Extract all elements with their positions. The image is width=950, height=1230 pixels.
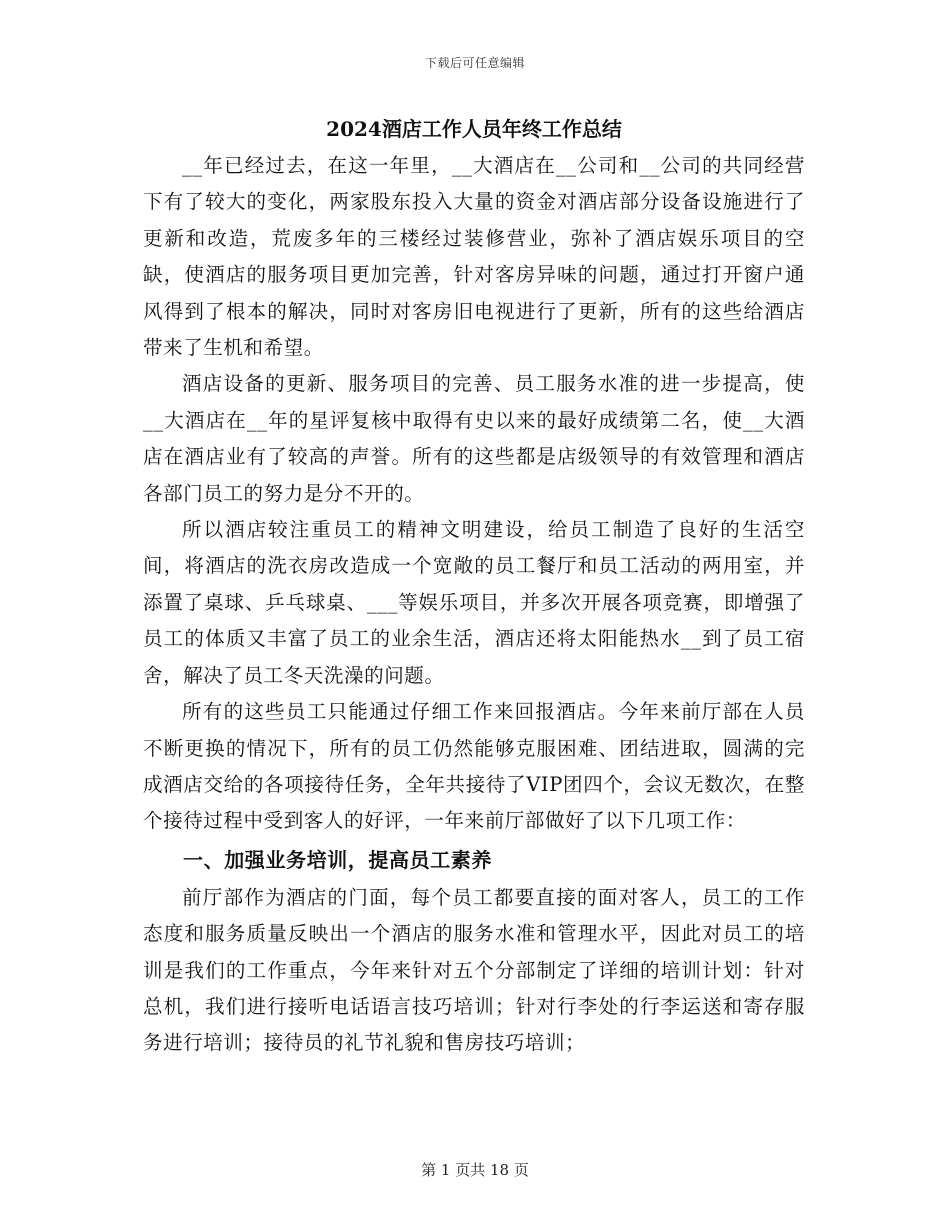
page-indicator: 第 1 页共 18 页 [421, 1161, 529, 1179]
paragraph-1: __年已经过去，在这一年里，__大酒店在__公司和__公司的共同经营下有了较大的变化，两家股东投入大量的资金对酒店部分设备设施进行了更新和改造，荒废多年的三楼经过装修营业，弥补了酒店娱乐项目的空缺，使酒店的服务项目更加完善，针对客房异味的问题，通过打开窗户通风得到了根本的解决，同时对客房旧电视进行了更新，所有的这些给酒店带来了生机和希望。 [143, 154, 805, 360]
header-note: 下载后可任意编辑 [424, 56, 525, 70]
document-body [143, 114, 805, 1062]
paragraph-2: 酒店设备的更新、服务项目的完善、员工服务水准的进一步提高，使__大酒店在__年的星评复核中取得有史以来的最好成绩第二名，使__大酒店在酒店业有了较高的声誉。所有的这些都是店级领导的有效管理和酒店各部门员工的努力是分不开的。 [143, 372, 805, 505]
document-title: 2024酒店工作人员年终工作总结 [326, 117, 622, 141]
section-heading: 一、加强业务培训，提高员工素养 [183, 847, 492, 872]
paragraph-4: 所有的这些员工只能通过仔细工作来回报酒店。今年来前厅部在人员不断更换的情况下，所有的员工仍然能够克服困难、团结进取，圆满的完成酒店交给的各项接待任务，全年共接待了VIP团四个，会议无数次，在整个接待过程中受到客人的好评，一年来前厅部做好了以下几项工作： [143, 700, 805, 833]
paragraph-3: 所以酒店较注重员工的精神文明建设，给员工制造了良好的生活空间，将酒店的洗衣房改造成一个宽敞的员工餐厅和员工活动的两用室，并添置了桌球、乒乓球桌、___等娱乐项目，并多次开展各项竞赛，即增强了员工的体质又丰富了员工的业余生活，酒店还将太阳能热水__到了员工宿舍，解决了员工冬天洗澡的问题。 [143, 518, 805, 687]
section-paragraph: 前厅部作为酒店的门面，每个员工都要直接的面对客人，员工的工作态度和服务质量反映出一个酒店的服务水准和管理水平，因此对员工的培训是我们的工作重点，今年来针对五个分部制定了详细的培训计划：针对总机，我们进行接听电话语言技巧培训；针对行李处的行李运送和寄存服务进行培训；接待员的礼节礼貌和售房技巧培训； [143, 885, 805, 1055]
